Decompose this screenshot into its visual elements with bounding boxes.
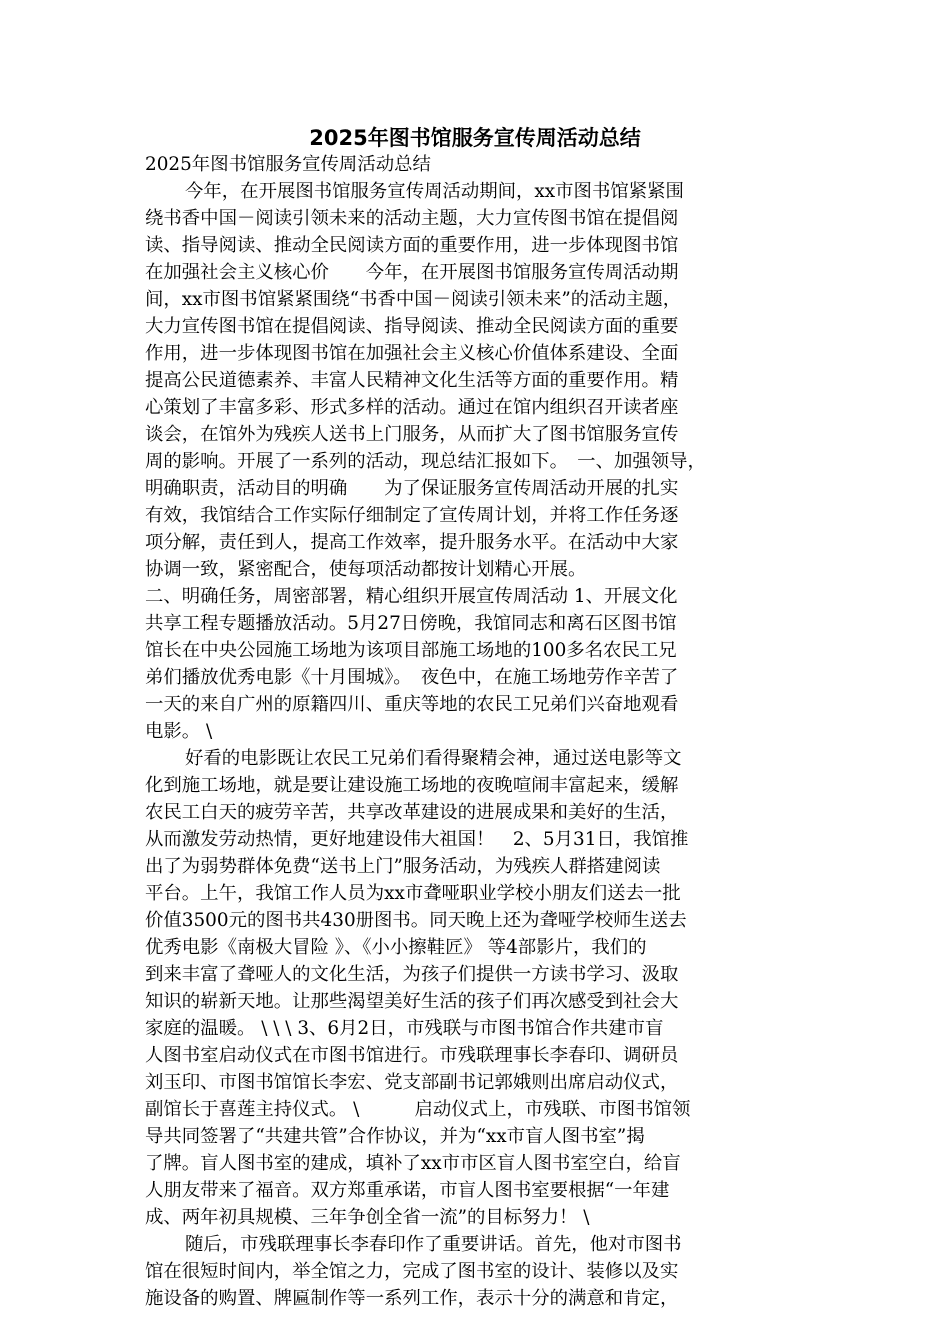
body-line: 心策划了丰富多彩、形式多样的活动。通过在馆内组织召开读者座 <box>145 397 679 418</box>
body-line: 今年，在开展图书馆服务宣传周活动期间，xx市图书馆紧紧围 <box>185 181 684 202</box>
body-line: 到来丰富了聋哑人的文化生活，为孩子们提供一方读书学习、汲取 <box>145 964 679 985</box>
body-line: 出了为弱势群体免费“送书上门”服务活动，为残疾人群搭建阅读 <box>145 856 661 877</box>
body-line: 二、明确任务，周密部署，精心组织开展宣传周活动 1、开展文化 <box>145 586 678 607</box>
body-line: 随后，市残联理事长李春印作了重要讲话。首先，他对市图书 <box>185 1234 682 1255</box>
body-line: 间，xx市图书馆紧紧围绕“书香中国－阅读引领未来”的活动主题， <box>145 289 682 310</box>
body-line: 共享工程专题播放活动。5月27日傍晚，我馆同志和离石区图书馆 <box>145 613 677 634</box>
body-line: 副馆长于喜莲主持仪式。 \ 启动仪式上，市残联、市图书馆领 <box>145 1099 691 1120</box>
body-line: 协调一致，紧密配合，使每项活动都按计划精心开展。 <box>145 559 587 580</box>
body-line: 人朋友带来了福音。双方郑重承诺，市盲人图书室要根据“一年建 <box>145 1180 670 1201</box>
body-line: 成、两年初具规模、三年争创全省一流”的目标努力！ \ <box>145 1207 590 1228</box>
body-line: 优秀电影《南极大冒险 》、《小小擦鞋匠》 等4部影片，我们的 <box>145 937 647 958</box>
body-line: 一天的来自广州的原籍四川、重庆等地的农民工兄弟们兴奋地观看 <box>145 694 679 715</box>
body-line: 作用，进一步体现图书馆在加强社会主义核心价值体系建设、全面 <box>145 343 679 364</box>
body-line: 导共同签署了“共建共管”合作协议，并为“xx市盲人图书室”揭 <box>145 1126 645 1147</box>
body-line: 电影。 \ <box>145 721 213 742</box>
body-line: 价值3500元的图书共430册图书。同天晚上还为聋哑学校师生送去 <box>145 910 687 931</box>
body-line: 知识的崭新天地。让那些渴望美好生活的孩子们再次感受到社会大 <box>145 991 679 1012</box>
body-line: 绕书香中国－阅读引领未来的活动主题，大力宣传图书馆在提倡阅 <box>145 208 679 229</box>
body-line: 施设备的购置、牌匾制作等一系列工作，表示十分的满意和肯定， <box>145 1288 679 1309</box>
body-line: 农民工白天的疲劳辛苦，共享改革建设的进展成果和美好的生活， <box>145 802 679 823</box>
body-line: 2025年图书馆服务宣传周活动总结 <box>145 154 431 175</box>
body-line: 在加强社会主义核心价 今年，在开展图书馆服务宣传周活动期 <box>145 262 679 283</box>
body-line: 家庭的温暖。 \ \ \ 3、6月2日，市残联与市图书馆合作共建市盲 <box>145 1018 664 1039</box>
body-line: 人图书室启动仪式在市图书馆进行。市残联理事长李春印、调研员 <box>145 1045 679 1066</box>
body-line: 好看的电影既让农民工兄弟们看得聚精会神，通过送电影等文 <box>185 748 682 769</box>
body-line: 项分解，责任到人，提高工作效率，提升服务水平。在活动中大家 <box>145 532 679 553</box>
body-line: 有效，我馆结合工作实际仔细制定了宣传周计划，并将工作任务逐 <box>145 505 679 526</box>
body-line: 刘玉印、市图书馆馆长李宏、党支部副书记郭娥则出席启动仪式， <box>145 1072 679 1093</box>
body-line: 馆在很短时间内，举全馆之力，完成了图书室的设计、装修以及实 <box>145 1261 679 1282</box>
body-line: 提高公民道德素养、丰富人民精神文化生活等方面的重要作用。精 <box>145 370 679 391</box>
body-line: 谈会，在馆外为残疾人送书上门服务，从而扩大了图书馆服务宣传 <box>145 424 679 445</box>
body-line: 弟们播放优秀电影《十月围城》。 夜色中，在施工场地劳作辛苦了 <box>145 667 679 688</box>
document-title: 2025年图书馆服务宣传周活动总结 <box>309 126 641 150</box>
body-line: 明确职责，活动目的明确 为了保证服务宣传周活动开展的扎实 <box>145 478 679 499</box>
body-line: 周的影响。开展了一系列的活动，现总结汇报如下。 一、加强领导， <box>145 451 706 472</box>
body-line: 了牌。盲人图书室的建成，填补了xx市市区盲人图书室空白，给盲 <box>145 1153 681 1174</box>
body-line: 读、指导阅读、推动全民阅读方面的重要作用，进一步体现图书馆 <box>145 235 679 256</box>
body-line: 化到施工场地，就是要让建设施工场地的夜晚喧闹丰富起来，缓解 <box>145 775 679 796</box>
body-line: 平台。上午，我馆工作人员为xx市聋哑职业学校小朋友们送去一批 <box>145 883 681 904</box>
body-line: 从而激发劳动热情，更好地建设伟大祖国！ 2、5月31日，我馆推 <box>145 829 689 850</box>
body-line: 大力宣传图书馆在提倡阅读、指导阅读、推动全民阅读方面的重要 <box>145 316 679 337</box>
document-body <box>145 151 810 1312</box>
body-line: 馆长在中央公园施工场地为该项目部施工场地的100多名农民工兄 <box>145 640 677 661</box>
